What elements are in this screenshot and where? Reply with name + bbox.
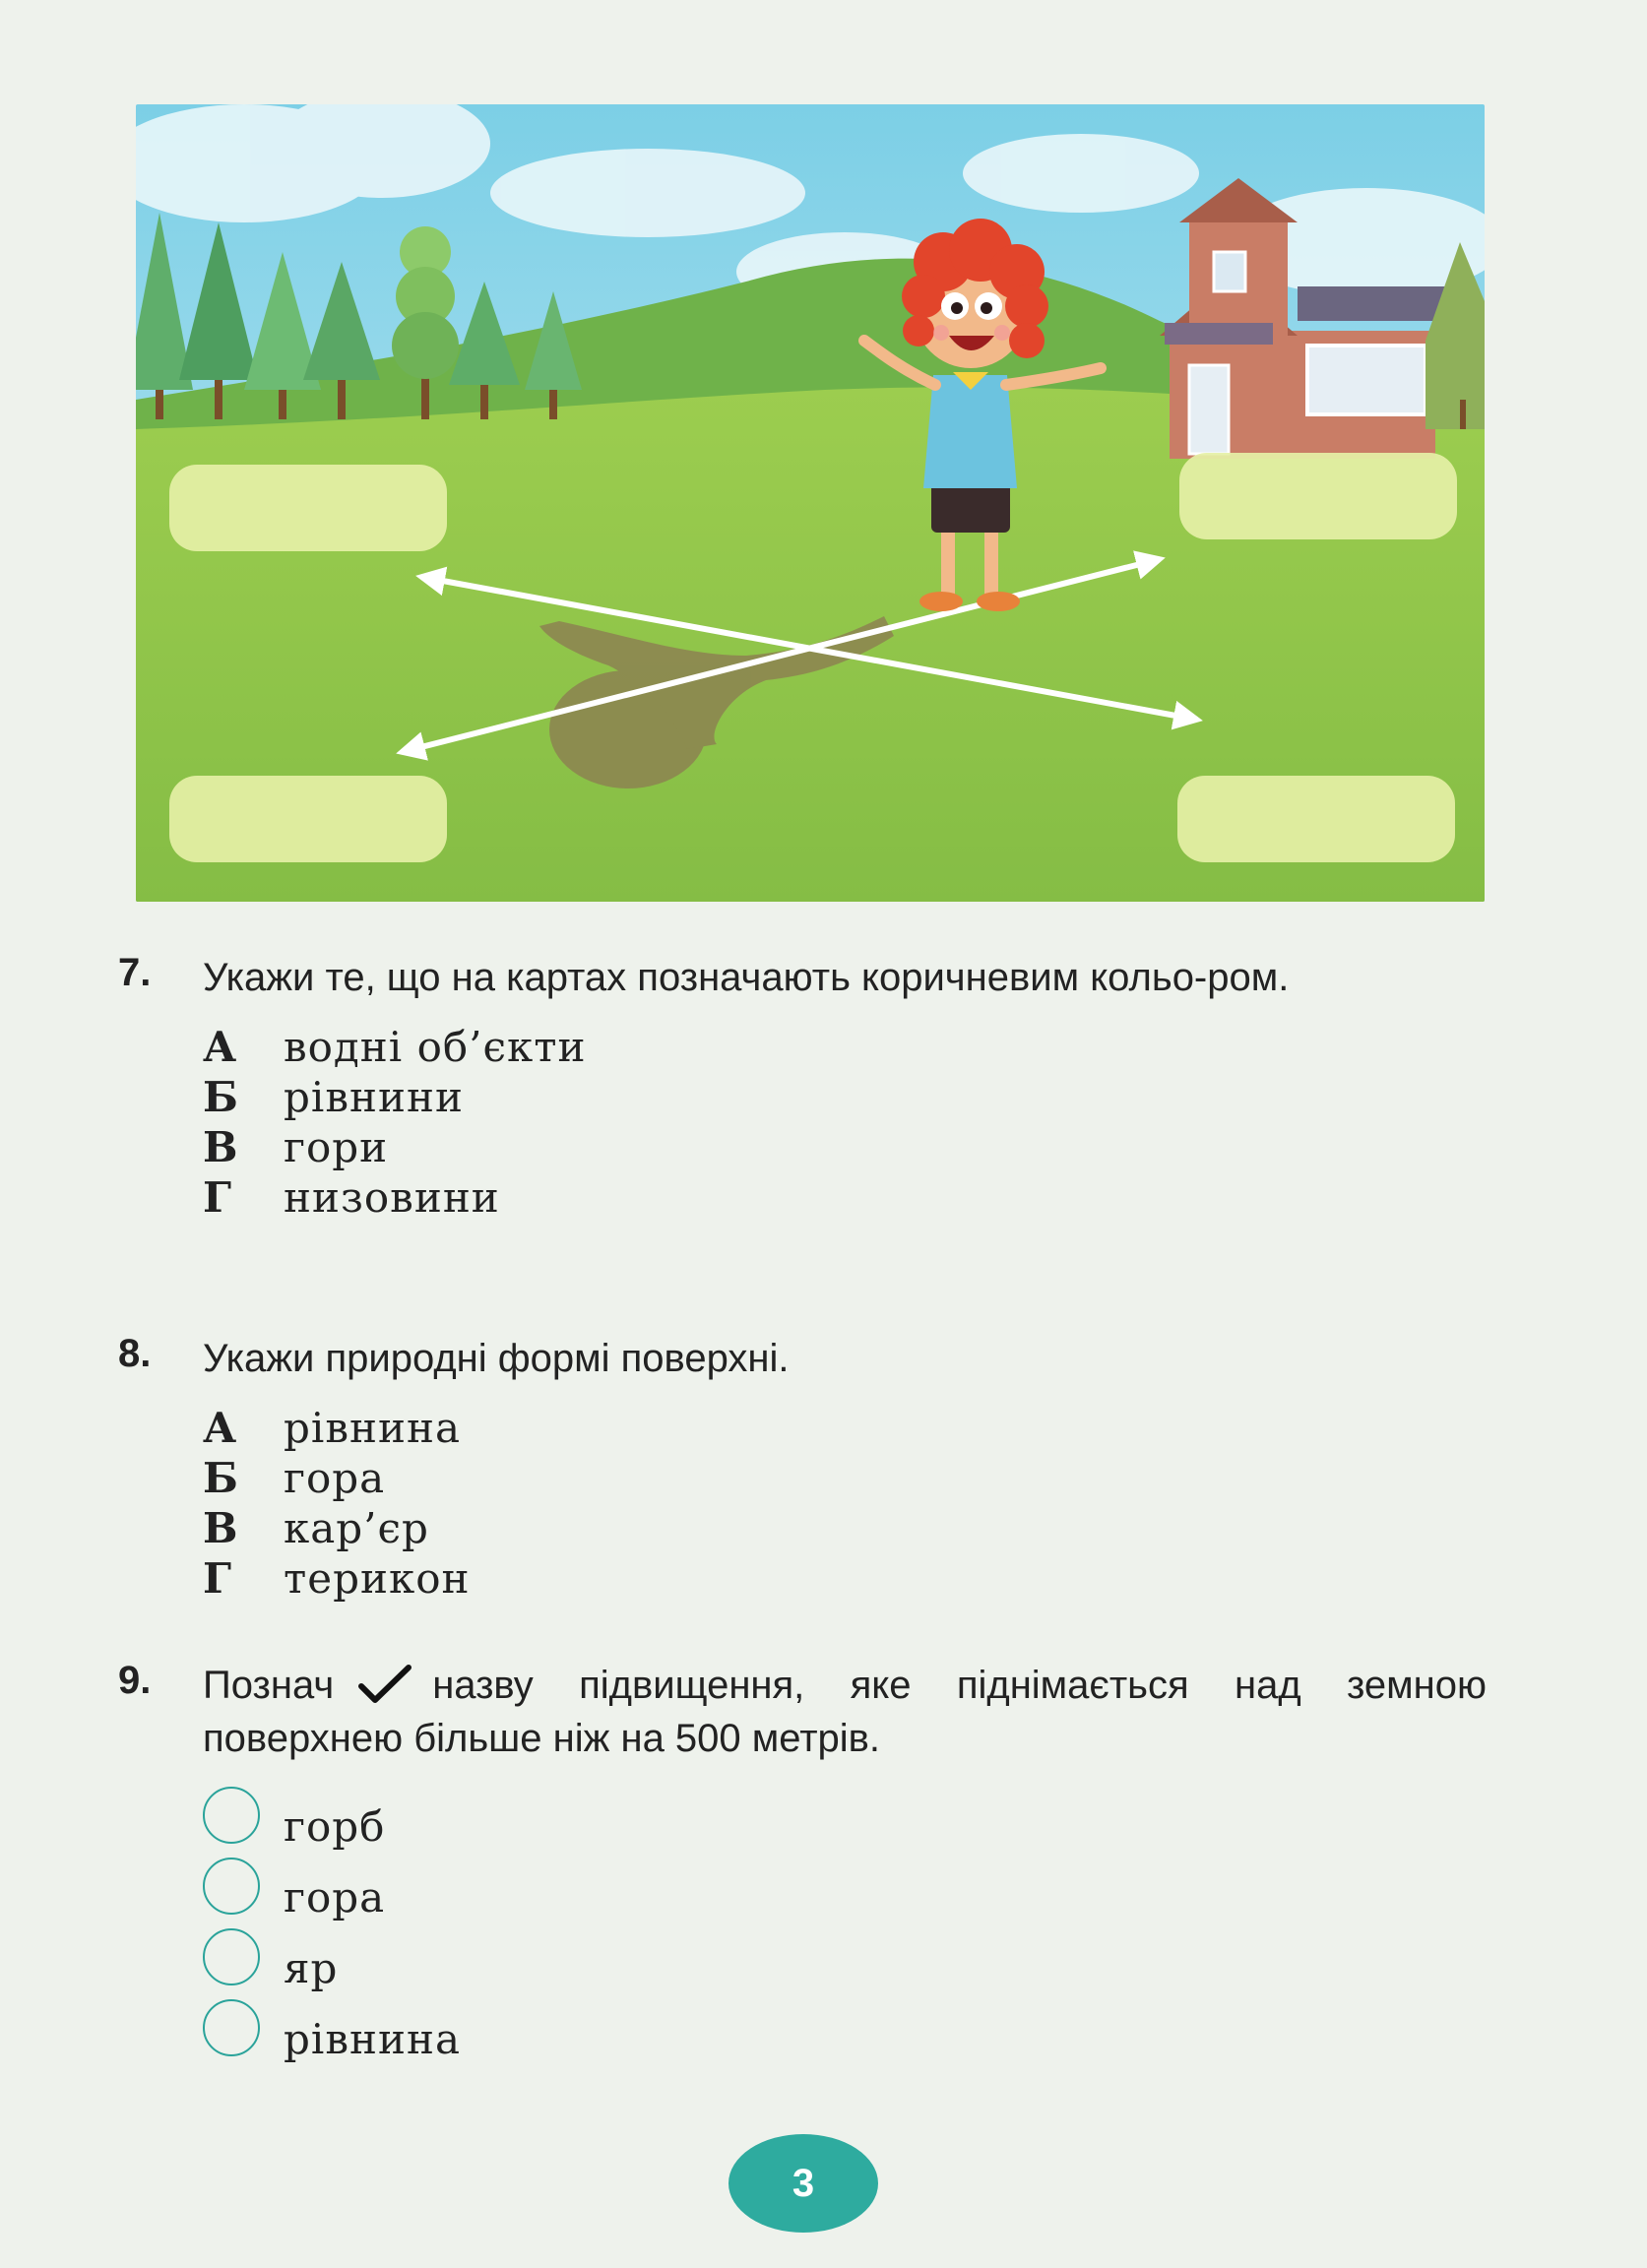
- option-letter: В: [203, 1123, 238, 1171]
- choice-circle[interactable]: [203, 1787, 260, 1844]
- option-letter: А: [203, 1404, 237, 1452]
- choice-label: рівнина: [284, 2015, 461, 2063]
- question-text-before: Познач: [203, 1664, 335, 1707]
- option-text: терикон: [284, 1554, 471, 1603]
- option-letter: Б: [203, 1454, 238, 1502]
- answer-options: [203, 1403, 1487, 1604]
- choice-label: гора: [284, 1873, 386, 1922]
- question-text: [203, 1659, 1487, 1765]
- choice-mountain: [203, 1858, 1487, 1928]
- answer-slot-top-left[interactable]: [169, 465, 447, 551]
- answer-options: [203, 1022, 1487, 1223]
- choice-circle[interactable]: [203, 1999, 260, 2056]
- question-number: 7.: [118, 951, 152, 994]
- option-b[interactable]: [203, 1453, 1487, 1503]
- option-text: рівнини: [284, 1073, 464, 1121]
- question-9: [118, 1659, 1487, 2070]
- option-letter: А: [203, 1023, 237, 1071]
- directions-illustration: [136, 104, 1485, 902]
- answer-slot-bottom-right[interactable]: [1177, 776, 1455, 862]
- option-text: гора: [284, 1454, 386, 1502]
- choice-ravine: [203, 1928, 1487, 1999]
- question-text-after: назву підвищення, яке піднімається над земною поверхнею більше ніж на 500 метрів.: [203, 1664, 1487, 1760]
- question-text: Укажи природні формі поверхні.: [203, 1337, 790, 1380]
- answer-slot-bottom-left[interactable]: [169, 776, 447, 862]
- choice-label: горб: [284, 1802, 386, 1851]
- option-letter: Г: [203, 1173, 231, 1222]
- option-c[interactable]: [203, 1503, 1487, 1553]
- page-number-badge: [728, 2134, 878, 2233]
- choice-hump: [203, 1787, 1487, 1858]
- option-letter: В: [203, 1504, 238, 1552]
- choice-circle[interactable]: [203, 1928, 260, 1985]
- option-d[interactable]: [203, 1172, 1487, 1223]
- option-letter: Г: [203, 1554, 231, 1603]
- option-d[interactable]: [203, 1553, 1487, 1604]
- question-text: Укажи те, що на картах позначають коричневим кольо-ром.: [203, 956, 1290, 999]
- choice-plain: [203, 1999, 1487, 2070]
- option-text: кар’єр: [284, 1504, 429, 1552]
- checkmark-icon: [357, 1665, 412, 1704]
- option-text: низовини: [284, 1173, 500, 1222]
- option-b[interactable]: [203, 1072, 1487, 1122]
- answer-slot-top-right[interactable]: [1179, 453, 1457, 539]
- option-c[interactable]: [203, 1122, 1487, 1172]
- choice-circle[interactable]: [203, 1858, 260, 1915]
- option-text: гори: [284, 1123, 389, 1171]
- page-number: 3: [792, 2161, 815, 2205]
- question-7: [118, 951, 1487, 1223]
- option-text: рівнина: [284, 1404, 461, 1452]
- option-a[interactable]: [203, 1403, 1487, 1453]
- checkbox-options: [203, 1787, 1487, 2070]
- option-text: водні об’єкти: [284, 1023, 587, 1071]
- option-letter: Б: [203, 1073, 238, 1121]
- question-number: 8.: [118, 1332, 152, 1375]
- choice-label: яр: [284, 1944, 339, 1992]
- option-a[interactable]: [203, 1022, 1487, 1072]
- question-number: 9.: [118, 1659, 152, 1702]
- question-8: [118, 1332, 1487, 1604]
